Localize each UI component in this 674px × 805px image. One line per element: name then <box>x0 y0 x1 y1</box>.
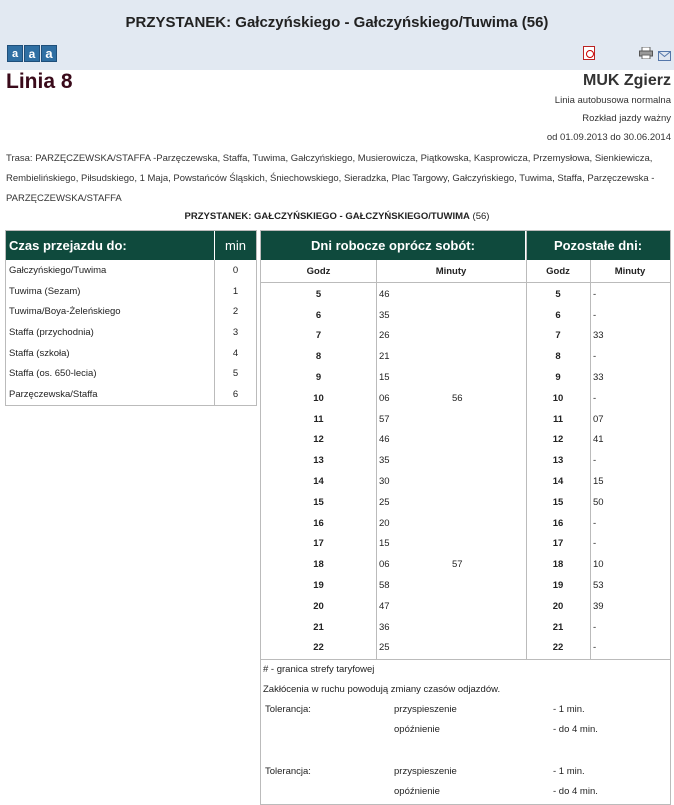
font-size-large-button[interactable]: a <box>41 45 57 62</box>
travel-row <box>6 363 256 384</box>
hour-weekday: 9 <box>315 372 322 384</box>
minute-other: - <box>593 351 597 363</box>
travel-row <box>6 260 256 281</box>
minute-weekday: 46 <box>379 288 390 300</box>
minute-weekday: 30 <box>379 476 390 488</box>
hour-weekday: 19 <box>313 580 324 592</box>
travel-table-header <box>6 231 256 260</box>
weekdays-header: Dni robocze oprócz sobót: <box>261 231 526 260</box>
hour-other: 13 <box>552 455 564 467</box>
mail-icon[interactable] <box>658 48 671 58</box>
stop-heading <box>0 211 674 222</box>
timetable-row <box>261 326 670 347</box>
minute-weekday: 06 <box>379 392 390 404</box>
valid-label: Rozkład jazdy ważny <box>582 113 671 124</box>
hour-weekday: 13 <box>313 455 324 467</box>
page-title: PRZYSTANEK: Gałczyńskiego - Gałczyńskiego/Tuwima (56) <box>125 14 549 31</box>
tolerance-label: Tolerancja: <box>265 766 311 777</box>
travel-stop: Staffa (os. 650-lecia) <box>6 363 215 384</box>
minute-weekday: 25 <box>379 642 390 654</box>
pdf-icon[interactable] <box>583 46 595 60</box>
hour-other: 21 <box>552 621 564 633</box>
timetable-row <box>261 367 670 388</box>
travel-row <box>6 301 256 322</box>
minute-weekday: 20 <box>379 517 390 529</box>
minute-weekday: 47 <box>379 600 390 612</box>
minute-weekday-second: 57 <box>452 559 463 571</box>
timetable <box>260 230 671 805</box>
hour-other: 8 <box>555 351 561 363</box>
tolerance-late-value: - do 4 min. <box>553 724 598 735</box>
minute-weekday: 35 <box>379 309 390 321</box>
timetable-subheader <box>261 260 670 283</box>
travel-stop: Staffa (szkoła) <box>6 343 215 364</box>
minute-weekday: 35 <box>379 455 390 467</box>
minute-other: 33 <box>593 372 604 384</box>
hour-other: 16 <box>552 517 564 529</box>
minute-weekday: 15 <box>379 372 390 384</box>
travel-row <box>6 322 256 343</box>
hour-weekday: 12 <box>313 434 324 446</box>
minute-other: 15 <box>593 476 604 488</box>
tolerance-late-value: - do 4 min. <box>553 786 598 797</box>
minute-other: 50 <box>593 496 604 508</box>
timetable-row <box>261 575 670 596</box>
tolerance-early-value: - 1 min. <box>553 766 585 777</box>
top-bar <box>0 0 674 70</box>
col-minutes-other: Minuty <box>614 265 646 277</box>
font-size-medium-button[interactable]: a <box>24 45 40 62</box>
travel-min: 3 <box>232 326 239 338</box>
stop-number: (56) <box>472 211 490 222</box>
hour-other: 20 <box>552 600 564 612</box>
hour-other: 11 <box>552 413 564 425</box>
minute-other: - <box>593 538 597 550</box>
minute-weekday: 46 <box>379 434 390 446</box>
timetable-header <box>261 231 670 260</box>
hour-other: 9 <box>555 372 561 384</box>
timetable-notes <box>261 659 670 797</box>
timetable-row <box>261 346 670 367</box>
timetable-row <box>261 284 670 305</box>
travel-stop: Parzęczewska/Staffa <box>6 384 215 405</box>
minute-other: - <box>593 642 597 654</box>
route-description: Trasa: PARZĘCZEWSKA/STAFFA -Parzęczewska, Staffa, Tuwima, Gałczyńskiego, Musierowicza, Piątkowska, Kasprowicza, Przemysłowa, Sienkiewicza, Rembielińskiego, Piłsudskiego, 1 Maja, Powstańców Śląskich, Śniechowskiego, Sieradzka, Plac Targowy, Gałczyńskiego, Tuwima, Staffa, Parzęczewska - PARZĘCZEWSKA/STAFFA <box>6 153 655 204</box>
tolerance-early: przyspieszenie <box>394 766 457 777</box>
timetable-row <box>261 492 670 513</box>
timetable-row <box>261 513 670 534</box>
col-hour-weekday: Godz <box>306 265 331 277</box>
hour-other: 6 <box>555 309 561 321</box>
timetable-row <box>261 430 670 451</box>
hour-weekday: 17 <box>313 538 324 550</box>
timetable-row <box>261 450 670 471</box>
minute-weekday: 21 <box>379 351 390 363</box>
hour-other: 17 <box>552 538 564 550</box>
travel-min: 6 <box>232 388 239 400</box>
printer-icon[interactable] <box>639 46 653 58</box>
travel-stop: Gałczyńskiego/Tuwima <box>6 260 215 281</box>
hour-weekday: 15 <box>313 496 324 508</box>
travel-stop: Tuwima/Boya-Żeleńskiego <box>6 301 215 322</box>
timetable-row <box>261 388 670 409</box>
minute-other: 53 <box>593 580 604 592</box>
minute-other: 39 <box>593 600 604 612</box>
timetable-row <box>261 596 670 617</box>
zone-note: # - granica strefy taryfowej <box>263 664 375 675</box>
hour-weekday: 14 <box>313 476 324 488</box>
travel-min: 2 <box>232 306 239 318</box>
timetable-row <box>261 305 670 326</box>
hour-weekday: 21 <box>313 621 324 633</box>
travel-stop: Staffa (przychodnia) <box>6 322 215 343</box>
travel-row <box>6 281 256 302</box>
timetable-row <box>261 471 670 492</box>
travel-row <box>6 384 256 405</box>
minute-weekday: 25 <box>379 496 390 508</box>
col-hour-other: Godz <box>546 265 570 277</box>
timetable-row <box>261 638 670 659</box>
minute-weekday: 06 <box>379 559 390 571</box>
hour-weekday: 8 <box>315 351 322 363</box>
tolerance-early-value: - 1 min. <box>553 704 585 715</box>
minute-other: 07 <box>593 413 604 425</box>
travel-min: 4 <box>232 347 239 359</box>
valid-range: od 01.09.2013 do 30.06.2014 <box>546 132 671 143</box>
timetable-row <box>261 554 670 575</box>
operator-name: MUK Zgierz <box>583 72 671 89</box>
line-type: Linia autobusowa normalna <box>554 95 671 106</box>
hour-other: 12 <box>552 434 564 446</box>
disruption-note: Zakłócenia w ruchu powodują zmiany czasów odjazdów. <box>263 684 501 695</box>
hour-weekday: 22 <box>313 642 324 654</box>
line-name: Linia 8 <box>6 70 73 93</box>
hour-weekday: 10 <box>313 392 324 404</box>
hour-other: 7 <box>555 330 561 342</box>
timetable-row <box>261 534 670 555</box>
minute-other: 41 <box>593 434 604 446</box>
minute-other: - <box>593 517 597 529</box>
minute-weekday: 58 <box>379 580 390 592</box>
minute-other: 33 <box>593 330 604 342</box>
hour-weekday: 5 <box>315 288 322 300</box>
minute-other: - <box>593 621 597 633</box>
minute-weekday: 15 <box>379 538 390 550</box>
travel-row <box>6 343 256 364</box>
hour-other: 10 <box>552 392 564 404</box>
minute-other: 10 <box>593 559 604 571</box>
minute-weekday-second: 56 <box>452 392 463 404</box>
font-size-small-button[interactable]: a <box>7 45 23 62</box>
travel-min: 0 <box>232 264 239 276</box>
hour-other: 18 <box>552 559 564 571</box>
font-size-controls <box>7 45 57 62</box>
hour-weekday: 20 <box>313 600 324 612</box>
minute-other: - <box>593 455 597 467</box>
timetable-row <box>261 617 670 638</box>
hour-other: 5 <box>555 288 561 300</box>
hour-weekday: 6 <box>315 309 322 321</box>
hour-weekday: 16 <box>313 517 324 529</box>
tolerance-late: opóźnienie <box>394 786 440 797</box>
minute-weekday: 36 <box>379 621 390 633</box>
minute-weekday: 26 <box>379 330 390 342</box>
hour-other: 15 <box>552 496 564 508</box>
col-minutes-weekday: Minuty <box>435 265 467 277</box>
tolerance-early: przyspieszenie <box>394 704 457 715</box>
hour-weekday: 18 <box>313 559 324 571</box>
tolerance-late: opóźnienie <box>394 724 440 735</box>
timetable-row <box>261 409 670 430</box>
minute-other: - <box>593 392 597 404</box>
hour-weekday: 7 <box>315 330 322 342</box>
hour-other: 14 <box>552 476 564 488</box>
other-days-header: Pozostałe dni: <box>553 238 643 253</box>
travel-header-min: min <box>225 238 246 253</box>
travel-stop: Tuwima (Sezam) <box>6 281 215 302</box>
hour-weekday: 11 <box>313 413 324 425</box>
travel-time-table <box>5 230 257 406</box>
travel-min: 1 <box>232 285 239 297</box>
hour-other: 22 <box>552 642 564 654</box>
minute-weekday: 57 <box>379 413 390 425</box>
stop-label: PRZYSTANEK: GAŁCZYŃSKIEGO - GAŁCZYŃSKIEGO/TUWIMA <box>184 211 470 222</box>
travel-header-name: Czas przejazdu do: <box>6 231 215 260</box>
travel-min: 5 <box>232 368 239 380</box>
hour-other: 19 <box>552 580 564 592</box>
travel-rows <box>6 260 256 405</box>
minute-other: - <box>593 288 597 300</box>
minute-other: - <box>593 309 597 321</box>
tolerance-label: Tolerancja: <box>265 704 311 715</box>
